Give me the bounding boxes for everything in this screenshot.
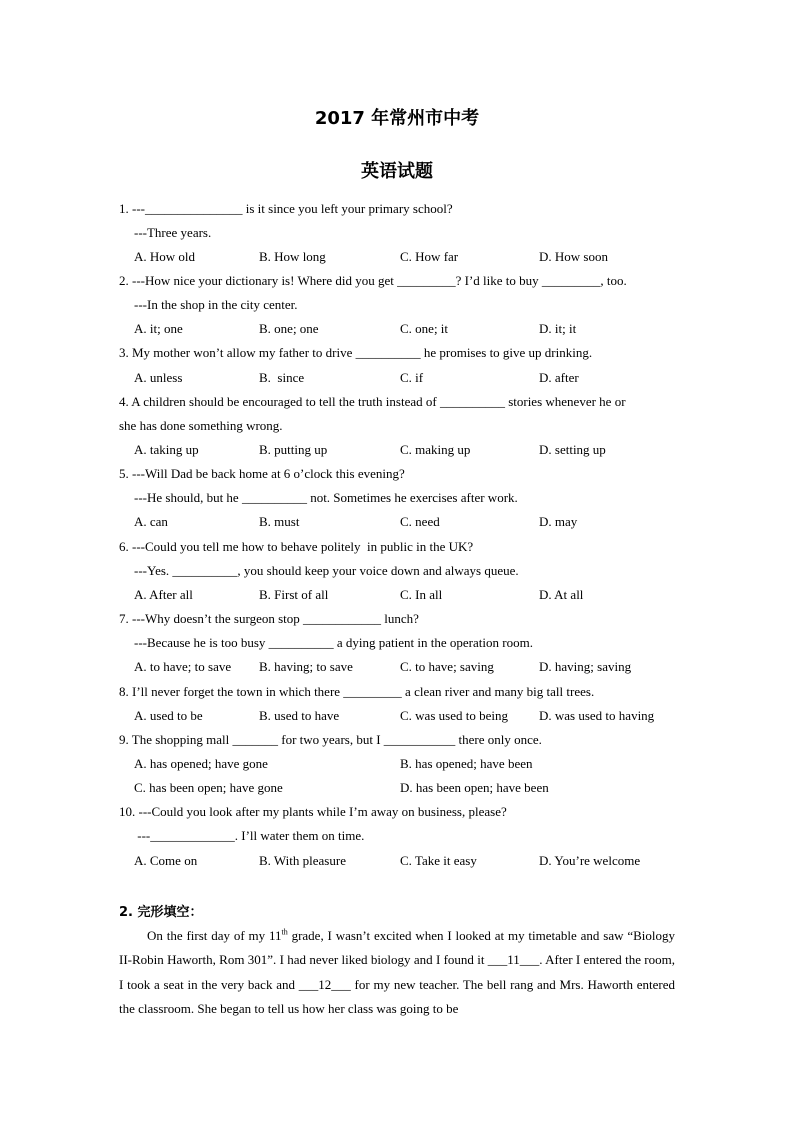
question-3-option-c: C. if: [400, 370, 424, 385]
question-1-option-c: C. How far: [400, 249, 459, 264]
question-7-option-a: A. to have; to save: [134, 659, 232, 674]
question-8-option-d: D. was used to having: [539, 708, 655, 723]
question-10-line-1: 10. ---Could you look after my plants while I’m away on business, please?: [119, 804, 507, 819]
question-5-option-a: A. can: [134, 514, 168, 529]
question-9-option-b: B. has opened; have been: [400, 756, 533, 771]
question-4-option-c: C. making up: [400, 442, 471, 457]
section-heading: 2. 完形填空：: [119, 905, 203, 920]
question-9-line-1: 9. The shopping mall _______ for two years, but I ___________ there only once.: [119, 732, 542, 747]
question-2-option-b: B. one; one: [259, 321, 319, 336]
question-2-line-2: ---In the shop in the city center.: [134, 297, 298, 312]
question-2-option-d: D. it; it: [539, 321, 577, 336]
question-10-option-a: A. Come on: [134, 853, 198, 868]
question-1-option-a: A. How old: [134, 249, 196, 264]
question-3-line-1: 3. My mother won’t allow my father to drive __________ he promises to give up drinking.: [119, 345, 593, 360]
question-1-line-1: 1. ---_______________ is it since you left your primary school?: [119, 201, 453, 216]
passage-text-start: On the first day of my 11: [147, 928, 282, 943]
question-7-option-b: B. having; to save: [259, 659, 353, 674]
question-9-option-a: A. has opened; have gone: [134, 756, 268, 771]
question-4-line-1: 4. A children should be encouraged to tell the truth instead of __________ stories whenever he or: [119, 394, 626, 409]
question-5-option-b: B. must: [259, 514, 300, 529]
question-6-line-2: ---Yes. __________, you should keep your voice down and always queue.: [134, 563, 519, 578]
question-6-option-c: C. In all: [400, 587, 443, 602]
question-7-option-c: C. to have; saving: [400, 659, 494, 674]
question-10-option-b: B. With pleasure: [259, 853, 346, 868]
question-5-option-c: C. need: [400, 514, 440, 529]
question-9-option-c: C. has been open; have gone: [134, 780, 283, 795]
question-3-option-d: D. after: [539, 370, 579, 385]
question-3-option-a: A. unless: [134, 370, 183, 385]
question-4-line-2: she has done something wrong.: [119, 418, 283, 433]
page-title: 2017 年常州市中考: [314, 108, 480, 129]
question-4-option-b: B. putting up: [259, 442, 328, 457]
question-8-option-c: C. was used to being: [400, 708, 508, 723]
question-2-line-1: 2. ---How nice your dictionary is! Where did you get _________? I’d like to buy _________, too.: [119, 273, 627, 288]
question-2-option-c: C. one; it: [400, 321, 449, 336]
question-7-line-2: ---Because he is too busy __________ a dying patient in the operation room.: [134, 635, 533, 650]
question-7-option-d: D. having; saving: [539, 659, 632, 674]
question-4-option-a: A. taking up: [134, 442, 199, 457]
question-5-line-2: ---He should, but he __________ not. Sometimes he exercises after work.: [134, 490, 518, 505]
question-6-option-d: D. At all: [539, 587, 584, 602]
question-1-line-2: ---Three years.: [134, 225, 212, 240]
question-6-line-1: 6. ---Could you tell me how to behave politely in public in the UK?: [119, 539, 474, 554]
question-8-option-b: B. used to have: [259, 708, 340, 723]
question-8-option-a: A. used to be: [134, 708, 203, 723]
question-1-option-d: D. How soon: [539, 249, 608, 264]
question-3-option-b: B. since: [259, 370, 305, 385]
question-10-option-d: D. You’re welcome: [539, 853, 641, 868]
question-10-line-2: ---_____________. I’ll water them on time.: [134, 828, 365, 843]
question-8-line-1: 8. I’ll never forget the town in which there _________ a clean river and many big tall trees.: [119, 684, 595, 699]
question-10-option-c: C. Take it easy: [400, 853, 477, 868]
passage-text-rest: grade, I wasn’t excited when I looked at my timetable and saw “Biology II-Robin Haworth, Rom 301”. I had never liked biology and I found it ___11___. After I entered the room, I took a seat in the very back and ___12___ for my new teacher. The bell rang and Mrs. Haworth entered the classroom. She began to tell us how her class was going to be: [119, 928, 675, 1016]
question-5-line-1: 5. ---Will Dad be back home at 6 o’clock this evening?: [119, 466, 405, 481]
question-9-option-d: D. has been open; have been: [400, 780, 549, 795]
question-1-option-b: B. How long: [259, 249, 326, 264]
question-4-option-d: D. setting up: [539, 442, 606, 457]
cloze-passage: [119, 924, 675, 1021]
question-6-option-b: B. First of all: [259, 587, 329, 602]
question-2-option-a: A. it; one: [134, 321, 183, 336]
passage-superscript: th: [281, 927, 288, 937]
question-6-option-a: A. After all: [134, 587, 193, 602]
question-7-line-1: 7. ---Why doesn’t the surgeon stop ____________ lunch?: [119, 611, 419, 626]
question-5-option-d: D. may: [539, 514, 578, 529]
page-subtitle: 英语试题: [361, 161, 433, 182]
